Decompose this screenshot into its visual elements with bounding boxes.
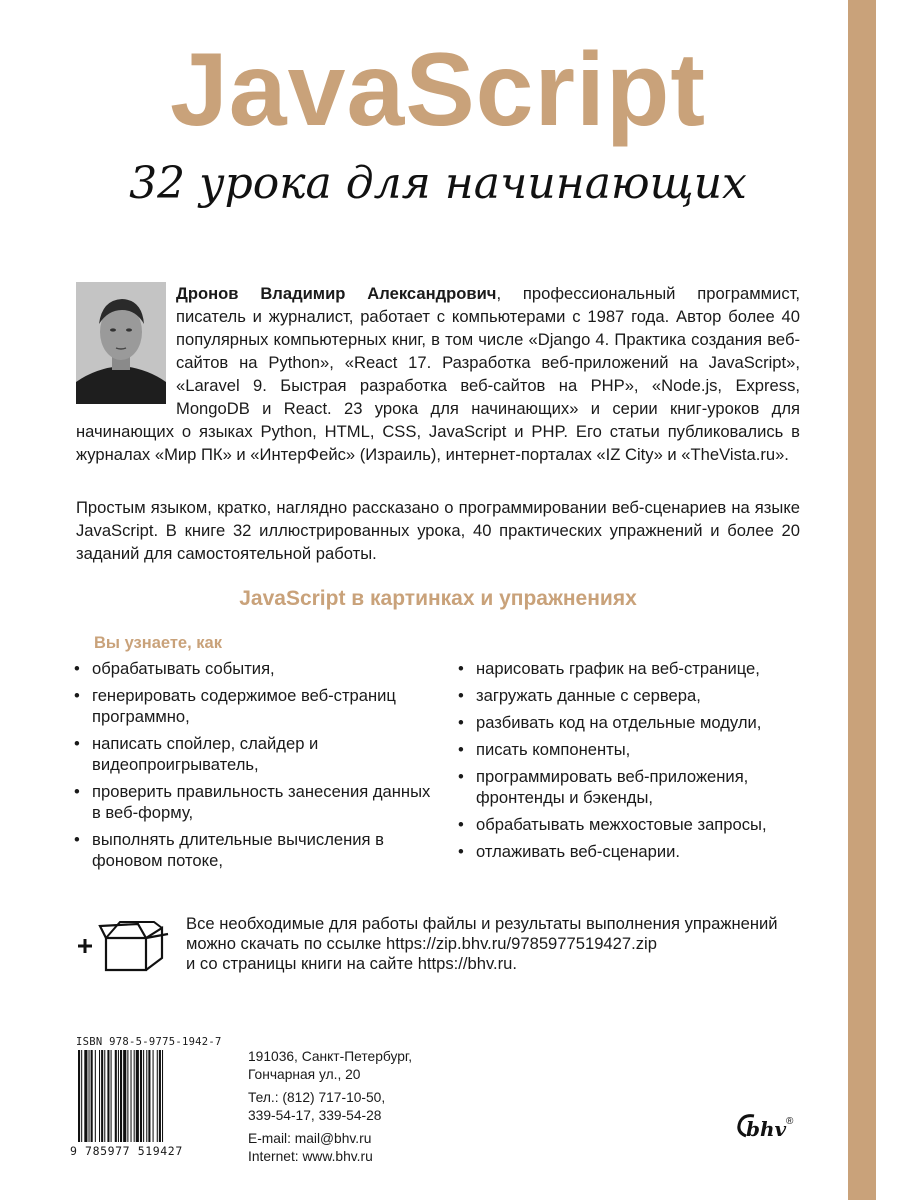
list-item: • генерировать содержимое веб-страниц программно, [76, 685, 436, 727]
list-item: • отлаживать веб-сценарии. [460, 841, 820, 862]
barcode-bar [81, 1050, 82, 1142]
bhv-logo [734, 1106, 800, 1146]
barcode-bar [101, 1050, 103, 1142]
barcode-bar [84, 1050, 87, 1142]
publisher-info [248, 1048, 412, 1165]
barcode-bar [162, 1050, 163, 1142]
barcode-bar [111, 1050, 112, 1142]
barcode-bar [153, 1050, 154, 1142]
download-line-2: можно скачать по ссылке https://zip.bhv.ru/9785977519427.zip [186, 934, 657, 953]
publisher-internet: Internet: www.bhv.ru [248, 1148, 373, 1164]
author-bio-text: , профессиональный программист, писатель и журналист, работает с компьютерами с 1987 года. Автор более 40 популярных компьютерных книг, в том числе «Django 4. Практика создания веб-сайтов на Python», «React 17. Разработка веб-приложений на JavaScript», «Laravel 9. Быстрая разработка веб-сайтов на PHP», «Node.js, Express, MongoDB и React. 23 урока для начинающих» и серии книг-уроков для начинающих о языках Python, HTML, CSS, JavaScript и PHP. Его статьи публиковались в журналах «Мир ПК» и «ИнтерФейс» (Израиль), интернет-порталах «IZ City» и «TheVista.ru». [76, 284, 800, 464]
list-item: • нарисовать график на веб-странице, [460, 658, 820, 679]
barcode-bar [123, 1050, 126, 1142]
list-item: • проверить правильность занесения данных в веб-форму, [76, 781, 436, 823]
book-subtitle: 32 урока для начинающих [129, 158, 747, 209]
barcode-bar [120, 1050, 122, 1142]
book-title: JavaScript [169, 32, 707, 148]
publisher-address-1: 191036, Санкт-Петербург, [248, 1049, 413, 1064]
section-heading: JavaScript в картинках и упражнениях [239, 587, 637, 610]
list-item: • обрабатывать межхостовые запросы, [460, 814, 820, 835]
barcode-bar [143, 1050, 144, 1142]
download-line-1: Все необходимые для работы файлы и результаты выполнения упражнений [186, 914, 778, 933]
publisher-address-2: Гончарная ул., 20 [248, 1066, 361, 1082]
barcode-bar [91, 1050, 93, 1142]
list-item: • обрабатывать события, [76, 658, 436, 679]
publisher-phone-2: 339-54-17, 339-54-28 [248, 1107, 382, 1123]
publisher-email: E-mail: mail@bhv.ru [248, 1131, 372, 1146]
bhv-logo-text: bhv [746, 1117, 787, 1141]
book-description: Простым языком, кратко, наглядно рассказано о программировании веб-сценариев на языке JavaScript. В книге 32 иллюстрированных урока, 40 практических упражнений и более 20 заданий для самостоятельной работы. [76, 498, 800, 563]
learn-heading: Вы узнаете, как [94, 634, 222, 652]
barcode-bar [157, 1050, 158, 1142]
barcode-bar [99, 1050, 100, 1142]
barcode-digits: 9 785977 519427 [70, 1144, 183, 1158]
registered-mark: ® [786, 1116, 794, 1127]
download-line-3: и со страницы книги на сайте https://bhv.ru. [186, 954, 518, 973]
barcode-bar [107, 1050, 109, 1142]
publisher-phone-1: Тел.: (812) 717-10-50, [248, 1090, 386, 1105]
barcode-bar [95, 1050, 96, 1142]
author-bio [76, 282, 800, 466]
barcode-bar [127, 1050, 128, 1142]
list-item: • выполнять длительные вычисления в фоновом потоке, [76, 829, 436, 871]
learn-list-left [76, 658, 436, 877]
barcode-bar [104, 1050, 105, 1142]
list-item: • написать спойлер, слайдер и видеопроигрыватель, [76, 733, 436, 775]
barcode-bar [131, 1050, 132, 1142]
barcode [76, 1050, 204, 1142]
list-item: • загружать данные с сервера, [460, 685, 820, 706]
list-item: • программировать веб-приложения, фронтенды и бэкенды, [460, 766, 820, 808]
download-box-icon [76, 918, 172, 974]
barcode-bar [78, 1050, 80, 1142]
download-info [186, 914, 816, 974]
barcode-bar [89, 1050, 90, 1142]
barcode-bar [146, 1050, 147, 1142]
barcode-bar [134, 1050, 135, 1142]
barcode-bar [140, 1050, 142, 1142]
barcode-bar [115, 1050, 117, 1142]
author-name: Дронов Владимир Александрович [176, 284, 497, 303]
barcode-bar [159, 1050, 161, 1142]
learn-list-right [460, 658, 820, 868]
barcode-bar [148, 1050, 150, 1142]
isbn-label: ISBN 978-5-9775-1942-7 [76, 1036, 222, 1048]
barcode-bar [118, 1050, 119, 1142]
list-item: • разбивать код на отдельные модули, [460, 712, 820, 733]
barcode-bar [136, 1050, 139, 1142]
list-item: • писать компоненты, [460, 739, 820, 760]
